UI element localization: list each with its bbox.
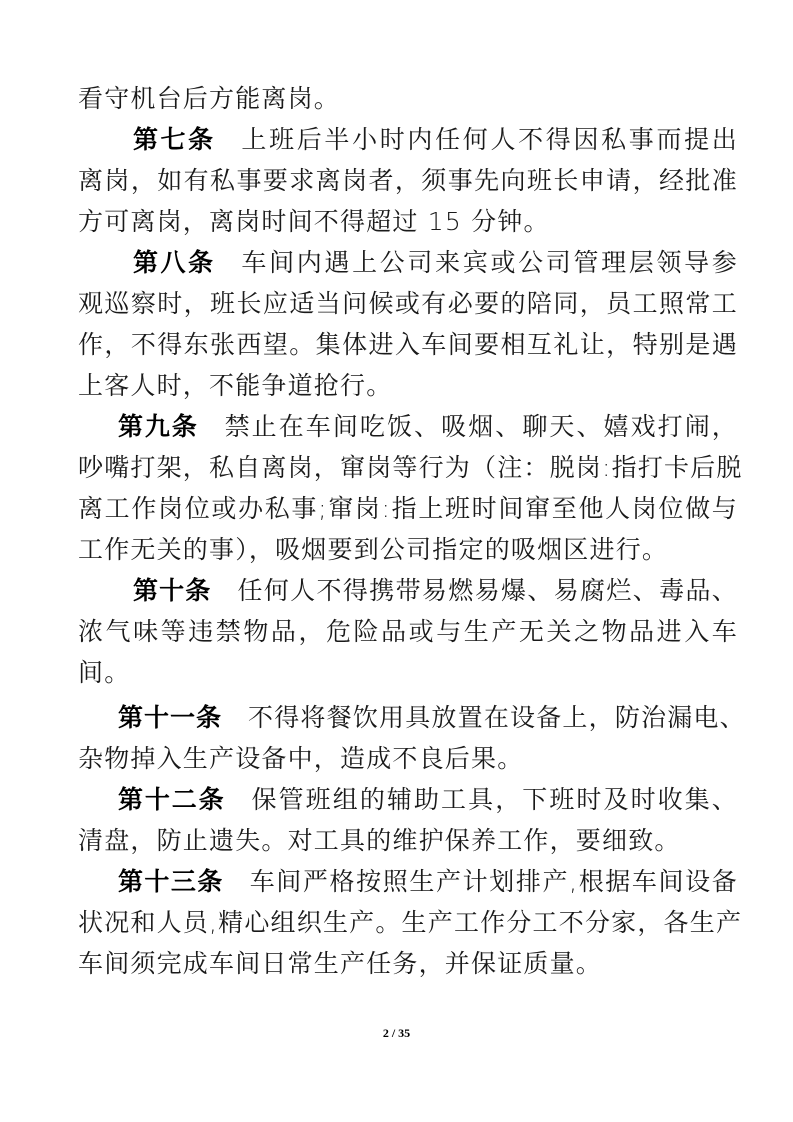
line-text: 车间须完成车间日常生产任务，并保证质量。 [78, 949, 603, 978]
line-text: 车间严格按照生产计划排产,根据车间设备 [249, 867, 738, 896]
paragraph-line [78, 160, 738, 201]
line-text: 浓气味等违禁物品，危险品或与生产无关之物品进入车 [78, 617, 738, 646]
line-text: 离工作岗位或办私事;窜岗:指上班时间窜至他人岗位做与 [78, 494, 738, 523]
line-text: 上客人时，不能争道抢行。 [78, 371, 393, 400]
article-title: 第十三条 [118, 867, 224, 896]
paragraph-line [78, 78, 738, 119]
line-text: 方可离岗，离岗时间不得超过 15 分钟。 [78, 207, 550, 236]
paragraph-line [78, 365, 738, 406]
article-title: 第八条 [133, 248, 216, 277]
paragraph-line [78, 738, 738, 779]
line-text: 观巡察时，班长应适当问候或有必要的陪同，员工照常工 [78, 289, 738, 318]
line-text: 不得将餐饮用具放置在设备上，防治漏电、 [248, 703, 746, 732]
article-title: 第十二条 [118, 785, 226, 814]
article-heading-line [118, 406, 738, 447]
line-text: 间。 [78, 658, 131, 687]
paragraph-line [78, 488, 738, 529]
article-heading-line [133, 242, 738, 283]
paragraph-line [78, 611, 738, 652]
paragraph-line [78, 283, 738, 324]
line-text: 保管班组的辅助工具，下班时及时收集、 [251, 785, 738, 814]
paragraph-line [78, 820, 738, 861]
article-heading-line [118, 779, 738, 820]
page-number: 2 / 35 [382, 1026, 411, 1040]
article-heading-line [118, 861, 738, 902]
article-title: 第七条 [133, 125, 216, 154]
article-heading-line [133, 119, 738, 160]
line-text: 吵嘴打架，私自离岗，窜岗等行为（注：脱岗:指打卡后脱 [78, 453, 743, 482]
line-text: 上班后半小时内任何人不得因私事而提出 [241, 125, 738, 154]
line-text: 车间内遇上公司来宾或公司管理层领导参 [241, 248, 738, 277]
line-text: 工作无关的事），吸烟要到公司指定的吸烟区进行。 [78, 535, 669, 564]
line-text: 状况和人员,精心组织生产。生产工作分工不分家，各生产 [78, 908, 743, 937]
article-heading-line [118, 697, 746, 738]
line-text: 作，不得东张西望。集体进入车间要相互礼让，特别是遇 [78, 330, 738, 359]
article-title: 第十条 [133, 576, 212, 605]
article-title: 第十一条 [118, 703, 223, 732]
line-text: 离岗，如有私事要求离岗者，须事先向班长申请，经批准 [78, 166, 738, 195]
line-text: 任何人不得携带易燃易爆、易腐烂、毒品、 [237, 576, 738, 605]
paragraph-line [78, 902, 743, 943]
paragraph-line [78, 943, 738, 984]
article-title: 第九条 [118, 412, 199, 441]
line-text: 禁止在车间吃饭、吸烟、聊天、嬉戏打闹， [224, 412, 738, 441]
paragraph-line [78, 447, 743, 488]
paragraph-line [78, 201, 738, 242]
line-text: 清盘，防止遗失。对工具的维护保养工作，要细致。 [78, 826, 681, 855]
paragraph-line [78, 529, 738, 570]
paragraph-line [78, 324, 738, 365]
line-text: 看守机台后方能离岗。 [78, 84, 341, 113]
article-heading-line [133, 570, 738, 611]
paragraph-line [78, 652, 738, 693]
line-text: 杂物掉入生产设备中，造成不良后果。 [78, 744, 524, 773]
